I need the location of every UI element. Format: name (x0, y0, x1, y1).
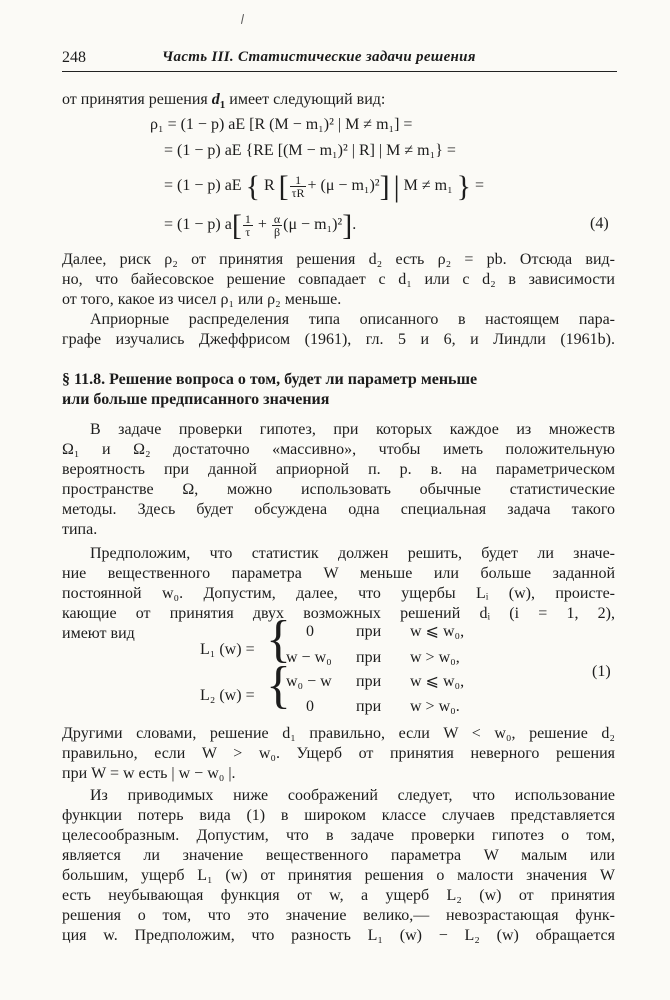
paragraph-line: типа. (62, 521, 98, 538)
page-number: 248 (62, 49, 86, 66)
system-brace-2: { (266, 657, 291, 714)
paragraph-line: ние вещественного параметра W меньше или больше заданной (62, 565, 615, 582)
equation-label-1: (1) (592, 663, 611, 680)
paragraph-line: Ω₁ и Ω₂ достаточно «массивно», чтобы иметь положительную (62, 441, 615, 458)
paragraph-line: В задаче проверки гипотез, при которых каждое из множеств (90, 421, 615, 438)
system-cell: w > w₀, (410, 649, 460, 666)
paragraph-line: графе изучались Джеффрисом (1961), гл. 5 и 6, и Линдли (1961b). (62, 331, 615, 348)
system-cell: w > w₀. (410, 698, 460, 715)
paragraph-line: методы. Здесь будет обсуждена одна специальная задача такого (62, 501, 615, 518)
paragraph-line: Априорные распределения типа описанного в настоящем пара- (90, 311, 615, 328)
system-cell: при (356, 623, 382, 640)
system-cell: w ⩽ w₀, (410, 673, 465, 690)
paragraph-line: имеют вид (62, 625, 135, 642)
paragraph-line: Другими словами, решение d₁ правильно, если W < w₀, решение d₂ (62, 725, 615, 742)
system-cell: 0 (306, 698, 314, 715)
equation-line-4: = (1 − p) a[ $\frac{1}{\tau}$ + $\frac{\alpha}{\beta}$ (μ − m₁)²]. (164, 209, 357, 243)
system-cell: при (356, 649, 382, 666)
paragraph-line: Из приводимых ниже соображений следует, что использование (90, 787, 615, 804)
running-head: Часть III. Статистические задачи решения (162, 49, 476, 65)
paragraph-line: кающие от принятия двух возможных решений dᵢ (i = 1, 2), (62, 605, 615, 622)
equation-label-4: (4) (590, 215, 609, 232)
equation-line-2: = (1 − p) aE {RE [(M − m₁)² | R] | M ≠ m₁} = (164, 142, 456, 159)
intro-line: от принятия решения $d_1$ имеет следующий вид: (62, 91, 386, 112)
paragraph-line: вероятность при данной априорной п. р. в. на параметрическом (62, 461, 615, 478)
paragraph-line: пространстве Ω, можно использовать обычные статистические (62, 481, 615, 498)
paragraph-line: но, что байесовское решение совпадает с d₁ или с d₂ в зависимости (62, 271, 615, 288)
paragraph-line: большим, ущерб L₁ (w) от принятия решения о малости значения W (62, 867, 615, 884)
system-cell: w ⩽ w₀, (410, 623, 465, 640)
section-heading: § 11.8. Решение вопроса о том, будет ли параметр меньше (62, 371, 478, 388)
system-l2: L₂ (w) = (200, 687, 255, 704)
system-cell: w₀ − w (286, 673, 332, 690)
paragraph-line: от того, какое из чисел ρ₁ или ρ₂ меньше. (62, 291, 342, 308)
paragraph-line: является ли значение вещественного параметра W малым или (62, 847, 615, 864)
page-header (62, 49, 617, 72)
paragraph-line: целесообразным. Допустим, что в задаче проверки гипотез о том, (62, 827, 615, 844)
paragraph-line: функции потерь вида (1) в широком классе случаев представляется (62, 807, 615, 824)
system-cell: при (356, 698, 382, 715)
paragraph-line: решения о том, что это значение велико,— невозрастающая функ- (62, 907, 615, 924)
paragraph-line: Далее, риск ρ₂ от принятия решения d₂ есть ρ₂ = pb. Отсюда вид- (62, 251, 615, 268)
equation-line-3: = (1 − p) aE { R [ $\frac{1}{\tau R}$ + (μ − m₁)²] | M ≠ m₁ } = (164, 170, 485, 204)
stray-mark (241, 14, 244, 24)
system-l1: L₁ (w) = (200, 641, 255, 658)
paragraph-line: ция w. Предположим, что разность L₁ (w) − L₂ (w) обращается (62, 927, 615, 944)
system-cell: w − w₀ (286, 649, 332, 666)
equation-line-1: ρ₁ = (1 − p) aE [R (M − m₁)² | M ≠ m₁] = (150, 116, 413, 133)
paragraph-line: есть неубывающая функция от w, а ущерб L₂ (w) от принятия (62, 887, 615, 904)
paragraph-line: Предположим, что статистик должен решить, будет ли значе- (90, 545, 615, 562)
system-brace-1: { (266, 611, 291, 668)
paragraph-line: при W = w есть | w − w₀ |. (62, 765, 236, 782)
section-heading-cont: или больше предписанного значения (62, 391, 330, 408)
system-cell: при (356, 673, 382, 690)
paragraph-line: правильно, если W > w₀. Ущерб от принятия неверного решения (62, 745, 615, 762)
system-cell: 0 (306, 623, 314, 640)
paragraph-line: постоянной w₀. Допустим, далее, что ущербы Lᵢ (w), происте- (62, 585, 615, 602)
